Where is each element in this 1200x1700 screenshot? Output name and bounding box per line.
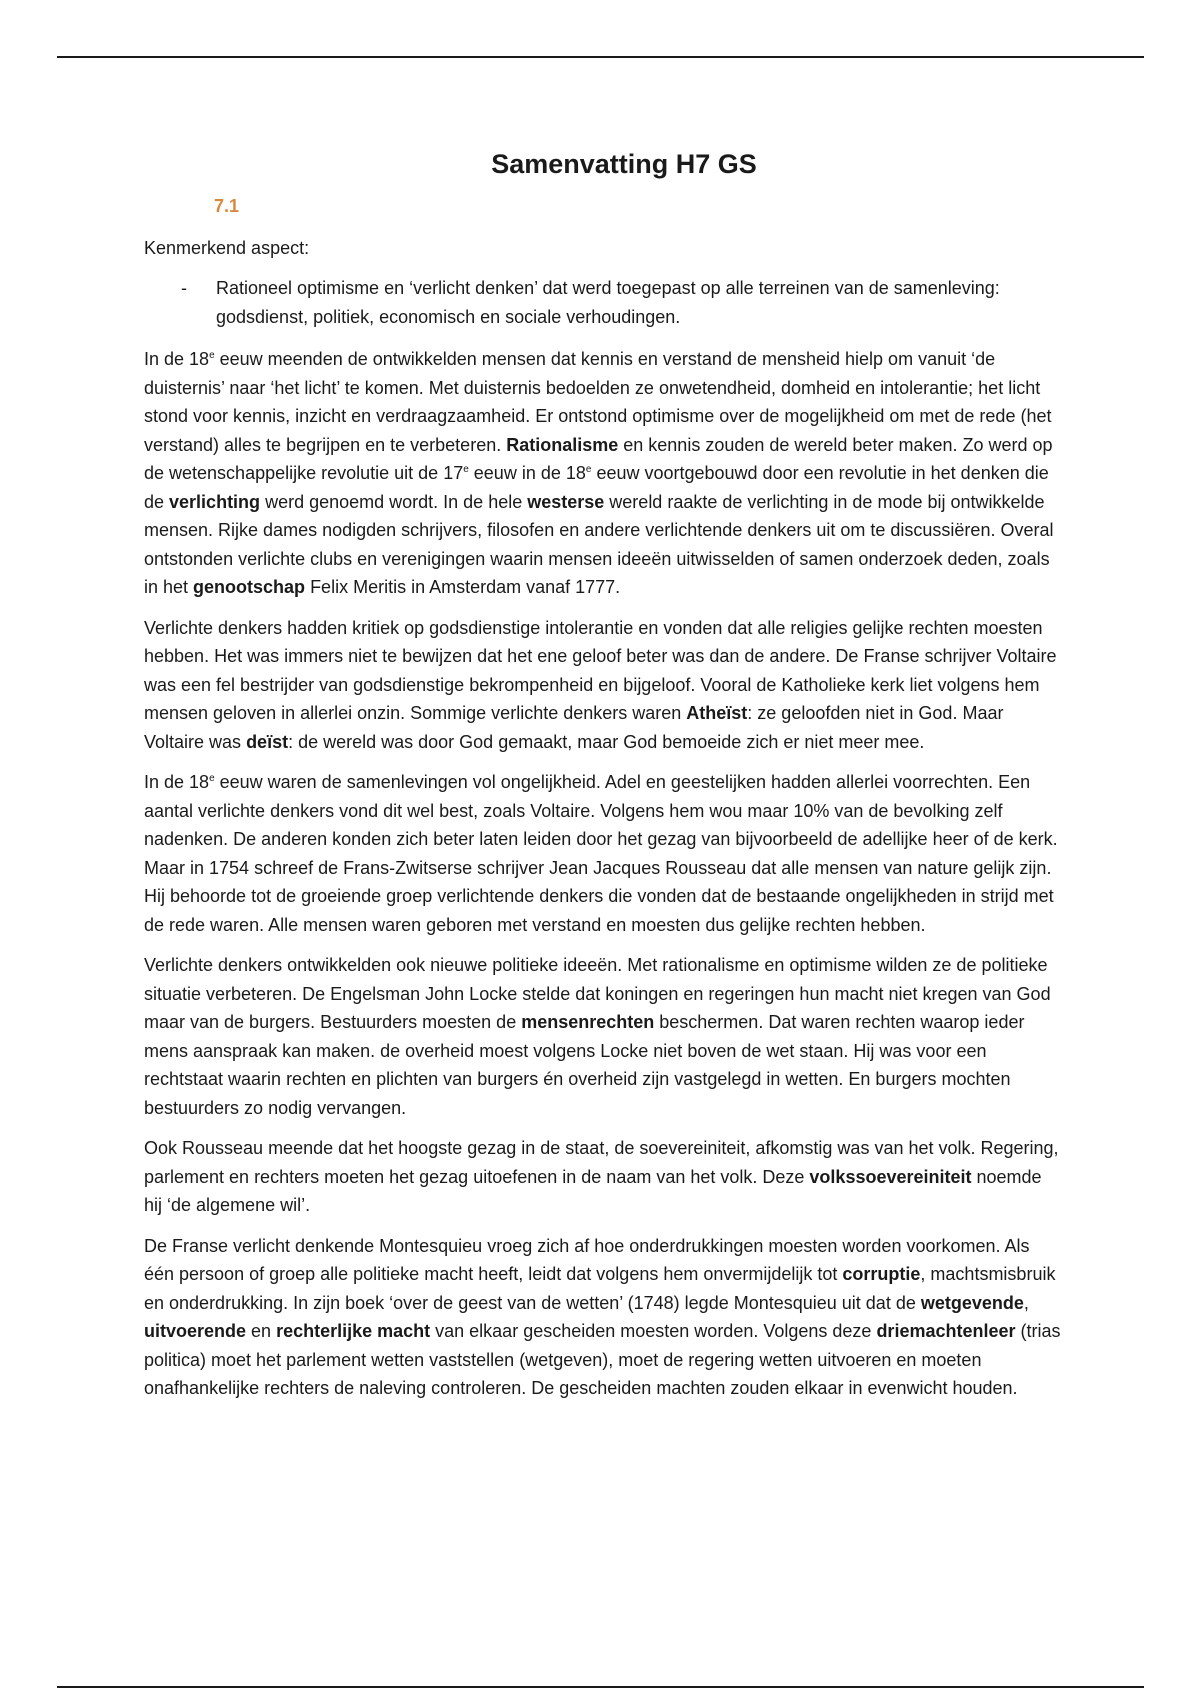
text-run: eeuw meenden de ontwikkelden mensen dat kennis en verstand de mensheid hielp om vanuit ‘de duisternis’ naar ‘het licht’ te komen. Met duisternis bedoelden ze onwetendheid, domheid en intolerantie; het licht stond voor kennis, inzicht en verdraagzaamheid. Er ontstond optimisme over de mogelijkheid om met de rede (het verstand) alles te begrijpen en te verbeteren. (144, 349, 1052, 455)
bold-term: verlichting (169, 491, 261, 512)
text-run: en kennis zouden de wereld beter maken. Zo werd op de wetenschappelijke revolutie uit de 17 (144, 434, 1053, 483)
text-run: In de 18 (144, 772, 210, 792)
document-page (144, 142, 1064, 1403)
bold-term: deïst (246, 731, 289, 752)
bullet-text: Rationeel optimisme en ‘verlicht denken’ dat werd toegepast op alle terreinen van de samenleving: godsdienst, politiek, economisch en sociale verhoudingen. (216, 278, 1000, 327)
bold-term: Rationalisme (506, 434, 619, 455)
paragraph (144, 1232, 1064, 1403)
paragraph (144, 951, 1064, 1122)
aspect-label: Kenmerkend aspect: (144, 238, 310, 258)
superscript: e (209, 350, 215, 361)
text-run: wereld raakte de verlichting in de mode bij ontwikkelde mensen. Rijke dames nodigden schrijvers, filosofen en andere verlichtende denkers uit om te discussiëren. Overal ontstonden verlichte clubs en verenigingen waarin mensen ideeën uitwisselden of samen onderzoek deden, zoals in het (144, 491, 1054, 597)
text-run: Felix Meritis in Amsterdam vanaf 1777. (305, 577, 621, 597)
text-run: en (246, 1321, 277, 1341)
text-run: In de 18 (144, 349, 210, 369)
superscript: e (209, 773, 215, 784)
bold-term: uitvoerende (144, 1321, 247, 1341)
list-item (181, 274, 1064, 331)
body-text (144, 345, 1064, 1403)
text-run: eeuw voortgebouwd door een revolutie in het denken die de (144, 463, 1049, 512)
bold-term: wetgevende (920, 1292, 1024, 1313)
text-run: Verlichte denkers hadden kritiek op godsdienstige intolerantie en vonden dat alle religies gelijke rechten moesten hebben. Het was immers niet te bewijzen dat het ene geloof beter was dan de andere. De Franse schrijver Voltaire was een fel bestrijder van godsdienstige bekrompenheid en bijgeloof. Vooral de Katholieke kerk liet volgens hem mensen geloven in allerlei onzin. Sommige verlichte denkers waren (144, 617, 1057, 723)
bold-term: rechterlijke macht (276, 1321, 431, 1341)
aspect-list (144, 274, 1064, 331)
text-run: : ze geloofden niet in God. Maar Voltaire was (144, 703, 1004, 752)
paragraph (144, 345, 1064, 602)
text-run: , machtsmisbruik en onderdrukking. In zijn boek ‘over de geest van de wetten’ (1748) legde Montesquieu uit dat de (144, 1264, 1056, 1313)
header-rule (57, 56, 1144, 58)
bold-term: Atheïst (686, 703, 748, 723)
paragraph (144, 768, 1064, 939)
section-number: 7.1 (214, 196, 240, 216)
document-title: Samenvatting H7 GS (491, 149, 757, 179)
bold-term: westerse (527, 491, 605, 512)
text-run: werd genoemd wordt. In de hele (260, 491, 528, 512)
superscript: e (463, 464, 469, 475)
text-run: eeuw waren de samenlevingen vol ongelijkheid. Adel en geestelijken hadden allerlei voorrechten. Een aantal verlichte denkers vond dit wel best, zoals Voltaire. Volgens hem wou maar 10% van de bevolking zelf nadenken. De anderen konden zich beter laten leiden door het gezag van bijvoorbeeld de adellijke heer of de kerk. Maar in 1754 schreef de Frans-Zwitserse schrijver Jean Jacques Rousseau dat alle mensen van nature gelijk zijn. Hij behoorde tot de groeiende groep verlichtende denkers die vonden dat de bestaande ongelijkheden in strijd met de rede waren. Alle mensen waren geboren met verstand en moesten dus gelijke rechten hebben. (144, 772, 1058, 935)
text-run: eeuw in de 18 (468, 463, 586, 483)
text-run: (trias politica) moet het parlement wetten vaststellen (wetgeven), moet de regering wetten uitvoeren en moeten onafhankelijke rechters de naleving controleren. De gescheiden machten zouden elkaar in evenwicht houden. (144, 1321, 1061, 1398)
text-run: Verlichte denkers ontwikkelden ook nieuwe politieke ideeën. Met rationalisme en optimisme wilden ze de politieke situatie verbeteren. De Engelsman John Locke stelde dat koningen en regeringen hun macht niet kregen van God maar van de burgers. Bestuurders moesten de (144, 955, 1051, 1032)
text-run: Ook Rousseau meende dat het hoogste gezag in de staat, de soevereiniteit, afkomstig was van het volk. Regering, parlement en rechters moeten het gezag uitoefenen in de naam van het volk. Deze (144, 1138, 1059, 1187)
paragraph (144, 1134, 1064, 1220)
bold-term: mensenrechten (521, 1012, 655, 1032)
bold-term: corruptie (842, 1264, 921, 1284)
text-run: : de wereld was door God gemaakt, maar God bemoeide zich er niet meer mee. (288, 731, 925, 752)
bold-term: volkssoevereiniteit (809, 1166, 972, 1187)
paragraph (144, 614, 1064, 757)
text-run: De Franse verlicht denkende Montesquieu vroeg zich af hoe onderdrukkingen moesten worden voorkomen. Als één persoon of groep alle politieke macht heeft, leidt dat volgens hem onvermijdelijk tot (144, 1235, 1030, 1284)
text-run: noemde hij ‘de algemene wil’. (144, 1166, 1042, 1215)
bullet-dash: - (181, 278, 187, 298)
bold-term: driemachtenleer (876, 1321, 1016, 1341)
bold-term: genootschap (193, 577, 306, 597)
footer-rule (57, 1686, 1144, 1688)
text-run: , (1023, 1292, 1029, 1313)
text-run: beschermen. Dat waren rechten waarop ieder mens aanspraak kan maken. de overheid moest volgens Locke niet boven de wet staan. Hij was voor een rechtstaat waarin rechten en plichten van burgers én overheid zijn vastgelegd in wetten. En burgers mochten bestuurders zo nodig vervangen. (144, 1012, 1025, 1118)
superscript: e (585, 464, 592, 475)
text-run: van elkaar gescheiden moesten worden. Volgens deze (430, 1321, 877, 1341)
